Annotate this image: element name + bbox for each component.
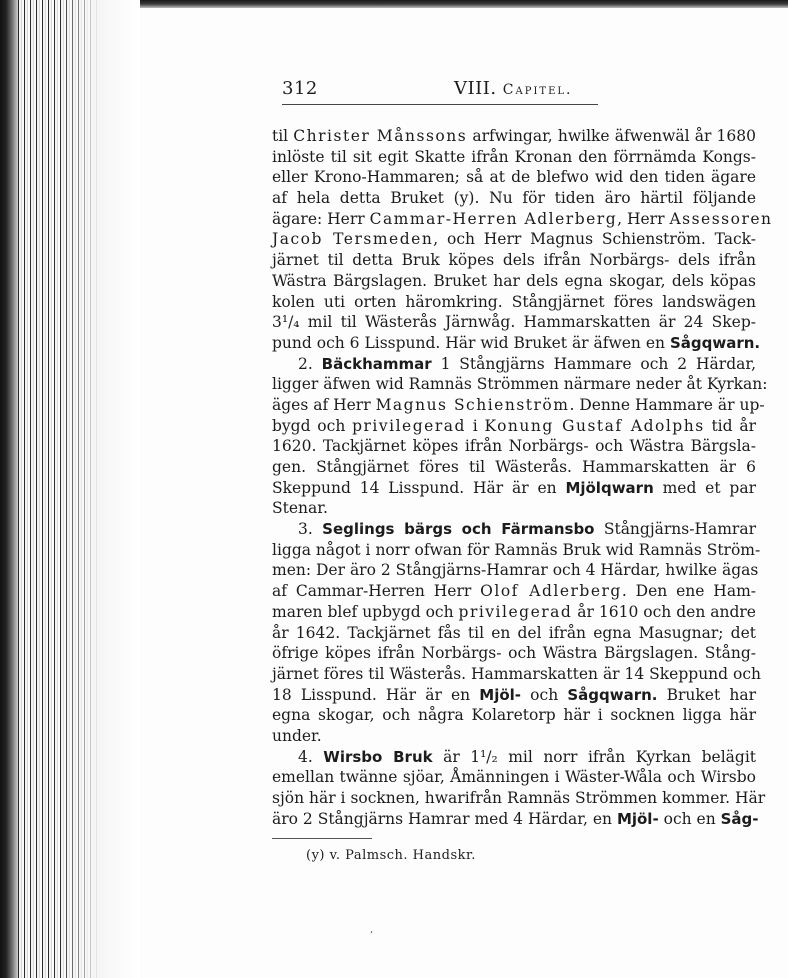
text-line: 3. Seglings bärgs och Färmansbo Stångjärns-Hamrar (298, 520, 756, 539)
text-line: pund och 6 Lisspund. Här wid Bruket är äfwen en Sågqwarn. (272, 333, 761, 352)
spaced-term: privilegerad (458, 602, 573, 621)
text-line: inlöste til sit egit Skatte ifrån Kronan den förrnämda Kongs- (272, 147, 756, 166)
spaced-term: privilegerad (352, 416, 466, 435)
text-line: järnet föres til Wästerås. Hammarskatten är 14 Skeppund och (272, 664, 762, 683)
text-line: 3¹/₄ mil til Wästerås Järnwåg. Hammarskatten är 24 Skep- (272, 313, 756, 332)
body-text (272, 126, 773, 829)
text-line: kolen uti orten häromkring. Stångjärnet föres landswägen (272, 292, 756, 311)
place-heading: Bäckhammar (321, 354, 432, 373)
place-heading: Seglings bärgs (322, 520, 453, 539)
text-line: järnet til detta Bruk köpes dels ifrån Norbärgs- dels ifrån (272, 251, 756, 270)
mill-term: Mjöl- (479, 685, 522, 704)
footnote: (y) v. Palmsch. Handskr. (306, 848, 476, 863)
mill-term: Mjölqwarn (565, 478, 654, 497)
text-line: Wästra Bärgslagen. Bruket har dels egna skogar, dels köpas (272, 271, 756, 290)
mill-term: Sågqwarn. (669, 333, 761, 352)
running-head (454, 78, 572, 99)
place-heading: Wirsbo Bruk (323, 747, 433, 766)
text-line: 2. Bäckhammar 1 Stångjärns Hammare och 2 Härdar, (298, 354, 757, 373)
text-line: äges af Herr Magnus Schienström. Denne Hammare är up- (272, 395, 765, 414)
person-name: Konung Gustaf Adolphs (484, 416, 705, 435)
person-name: Cammar-Herren Adlerberg (369, 209, 618, 228)
chapter-numeral: VIII. (454, 78, 497, 99)
text-line: Jacob Tersmeden, och Herr Magnus Schienström. Tack- (272, 230, 756, 249)
text-line: sjön här i socknen, hwarifrån Ramnäs Strömmen kommer. Här (272, 789, 766, 807)
text-line: af hela detta Bruket (y). Nu för tiden äro härtil följande (272, 189, 756, 208)
person-name: Magnus Schienström (530, 230, 701, 249)
mill-term: Mjöl- (616, 809, 659, 828)
person-title: Cammar-Herren (295, 582, 425, 601)
text-line: men: Der äro 2 Stångjärns-Hamrar och 4 Härdar, hwilke ägas (272, 561, 759, 580)
text-line: Stenar. (272, 499, 328, 518)
text-line: ligger äfwen wid Ramnäs Strömmen närmare neder åt Kyrkan: (272, 375, 768, 394)
mill-term: Såg- (720, 809, 759, 828)
text-line: under. (272, 726, 322, 745)
header-rule (282, 104, 598, 105)
text-line: af Cammar-Herren Herr Olof Adlerberg. Den ene Ham- (272, 582, 756, 601)
ink-speck: , (370, 924, 374, 935)
page-number: 312 (282, 78, 318, 99)
text-line: egna skogar, och några Kolaretorp här i socknen ligga här (272, 706, 756, 725)
text-line: eller Krono-Hammaren; så at de blefwo wid den tiden ägare (272, 168, 756, 187)
text-line: til Christer Månssons arfwingar, hwilke äfwenwäl år 1680 (272, 127, 756, 145)
person-name: Christer Månssons (293, 127, 468, 145)
text-line: emellan twänne sjöar, Åmänningen i Wäster-Wåla och Wirsbo (272, 768, 756, 787)
mill-term: Sågqwarn. (567, 685, 658, 704)
person-name: Assessoren (669, 209, 773, 228)
book-page-edges (0, 0, 140, 978)
text-line: Skeppund 14 Lisspund. Här är en Mjölqwarn med et par (272, 478, 756, 497)
text-line: bygd och privilegerad i Konung Gustaf Adolphs tid år (272, 416, 756, 435)
text-line: ligga något i norr ofwan för Ramnäs Bruk wid Ramnäs Ström- (272, 540, 761, 559)
person-name: Jacob Tersmeden (272, 230, 434, 249)
text-line: 4. Wirsbo Bruk är 1¹/₂ mil norr ifrån Kyrkan belägit (298, 747, 757, 766)
text-line: 18 Lisspund. Här är en Mjöl- och Sågqwarn. Bruket har (272, 685, 756, 704)
text-line: ägare: Herr Cammar-Herren Adlerberg, Herr Assessoren (272, 209, 773, 228)
text-line: äro 2 Stångjärns Hamrar med 4 Härdar, en Mjöl- och en Såg- (272, 809, 759, 828)
chapter-word: Capitel. (502, 82, 573, 98)
text-line: öfrige köpes ifrån Norbärgs- och Wästra Bärgslagen. Stång- (272, 644, 756, 663)
person-name: Olof Adlerberg (480, 582, 622, 601)
footnote-rule (272, 838, 372, 839)
text-line: 1620. Tackjärnet köpes ifrån Norbärgs- och Wästra Bärgsla- (272, 437, 756, 456)
text-line: år 1642. Tackjärnet fås til en del ifrån egna Masugnar; det (272, 623, 756, 642)
page-header (282, 78, 752, 102)
person-name: Magnus Schienström (375, 395, 570, 414)
text-line: maren blef upbygd och privilegerad år 1610 och den andre (272, 602, 756, 621)
text-line: gen. Stångjärnet föres til Wästerås. Hammarskatten är 6 (272, 458, 756, 476)
place-heading: Färmansbo (501, 520, 595, 539)
